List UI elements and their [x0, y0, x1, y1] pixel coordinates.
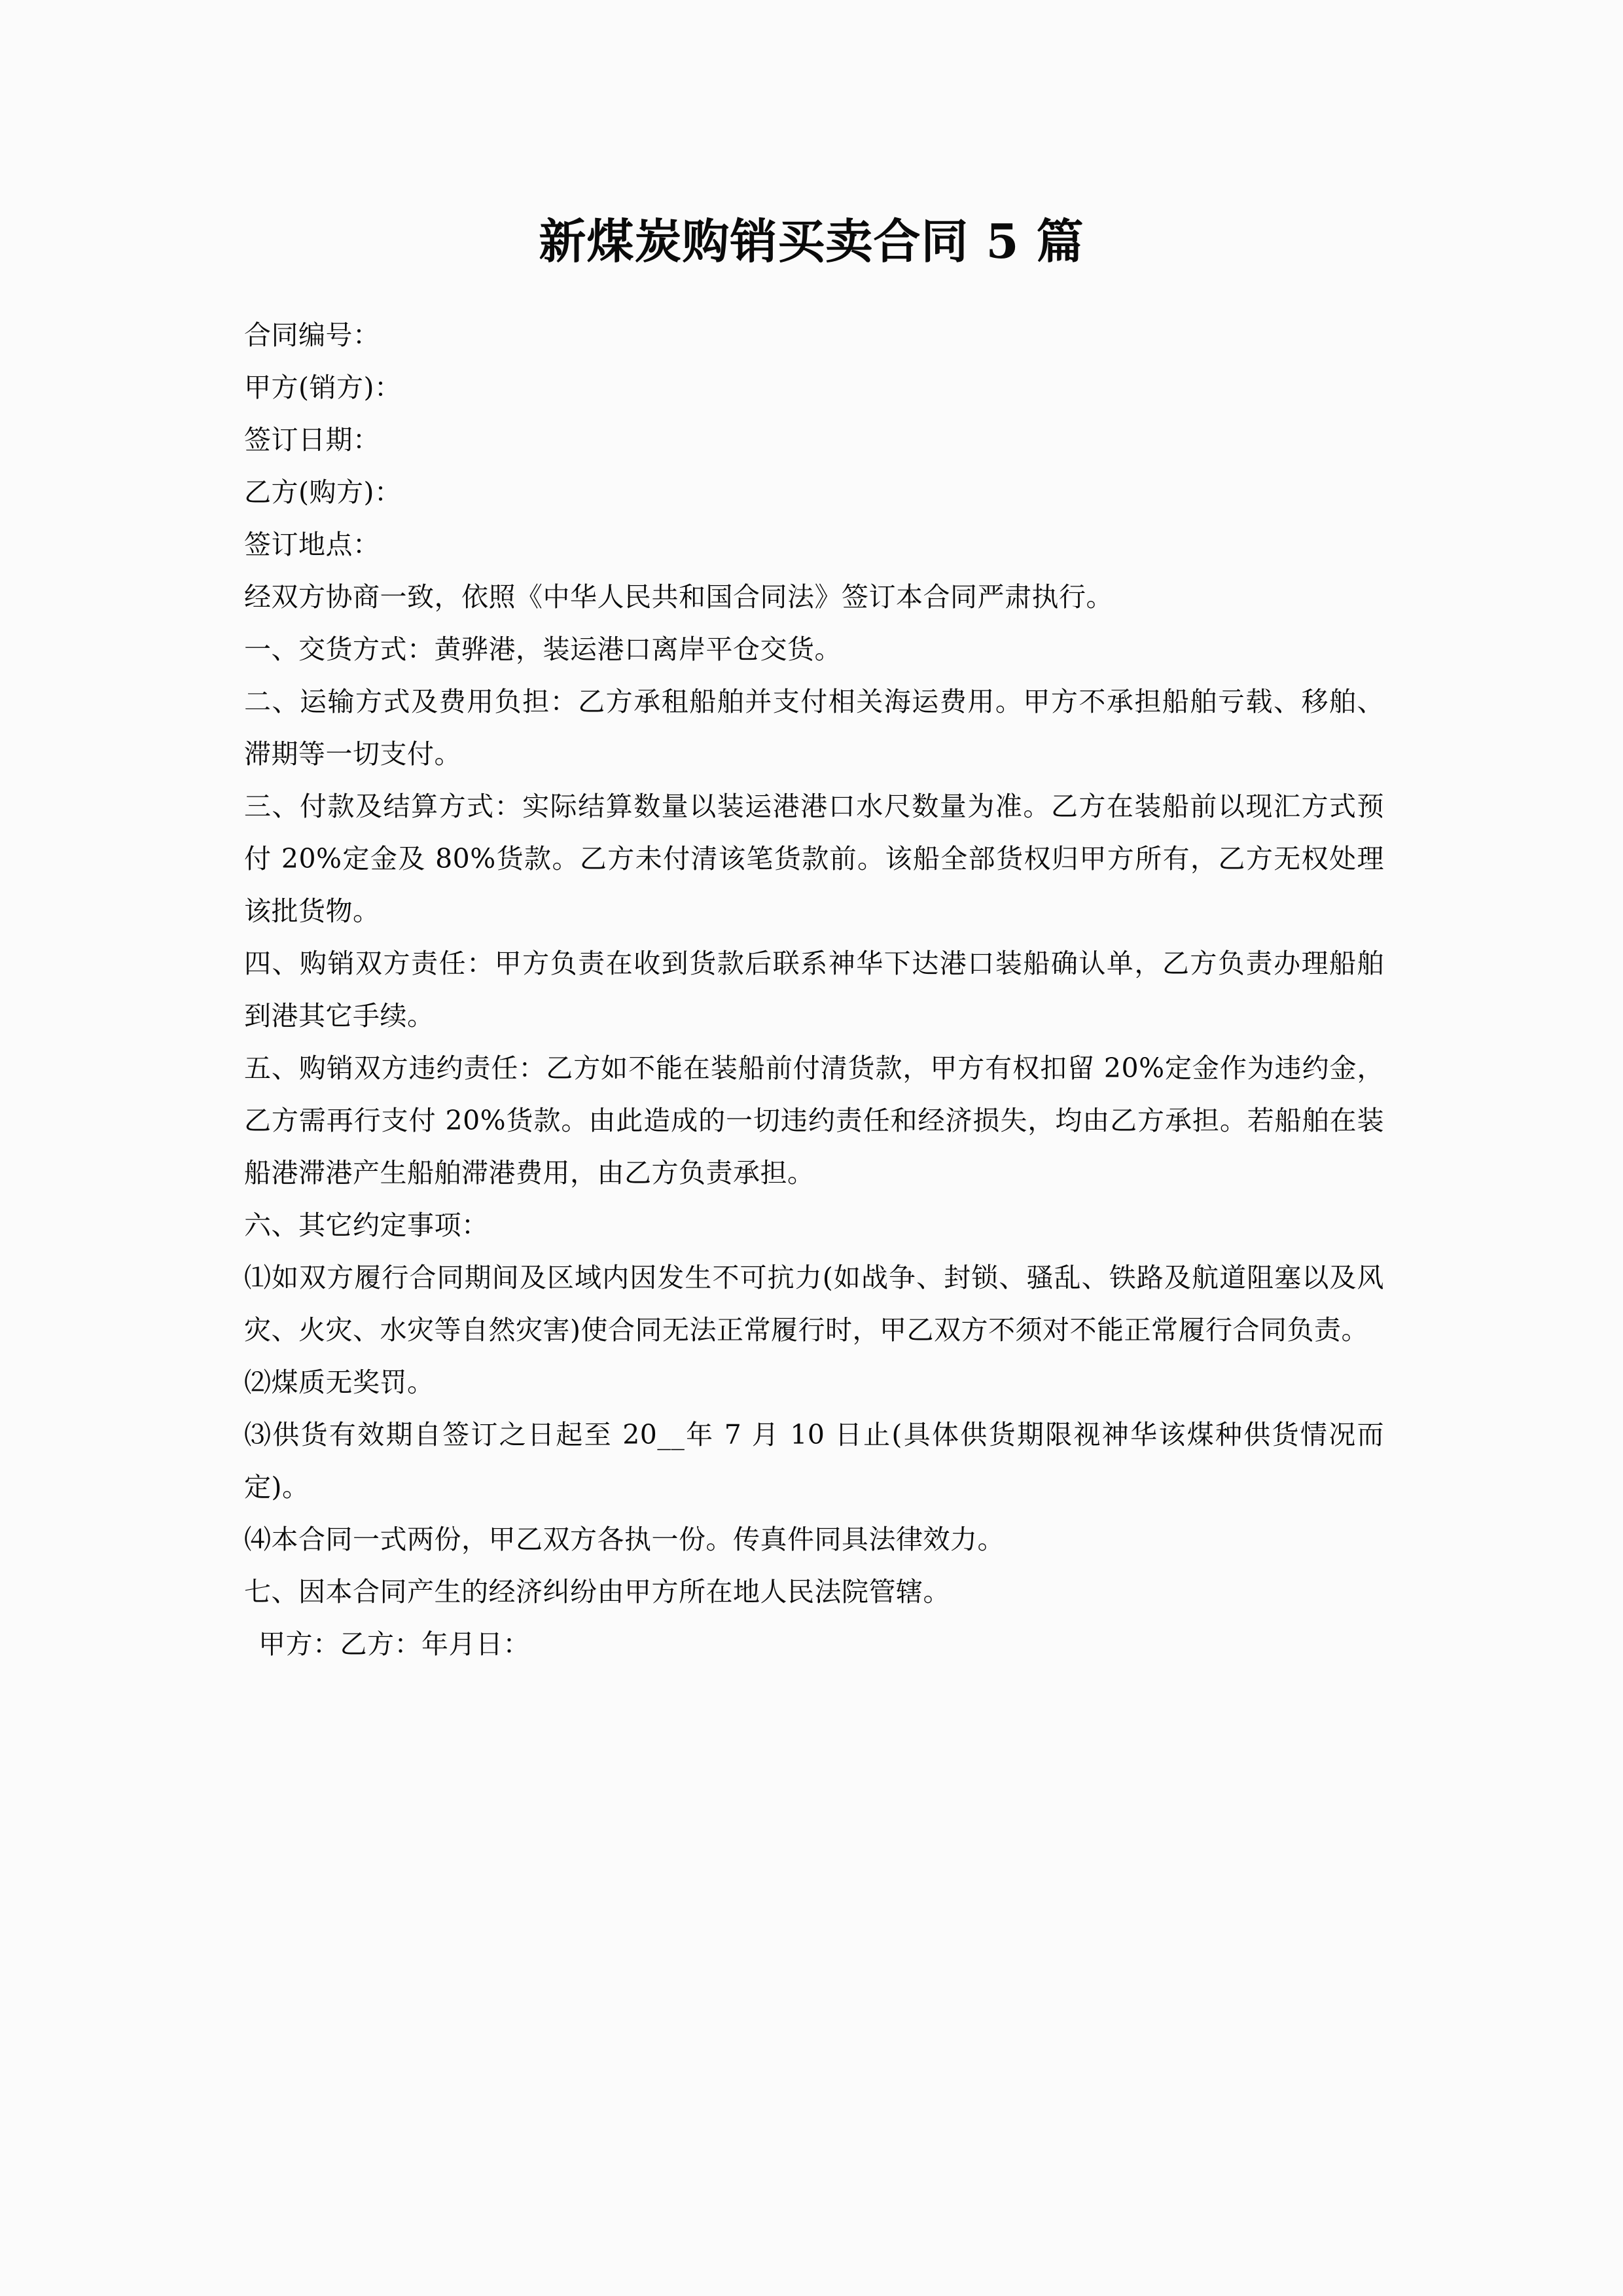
clause-3-payment-and-settlement: 三、付款及结算方式：实际结算数量以装运港港口水尺数量为准。乙方在装船前以现汇方式预付 20%定金及 80%货款。乙方未付清该笔货款前。该船全部货权归甲方所有，乙方无权处理该批货物。 — [244, 791, 1384, 927]
clause-1-delivery-method: 一、交货方式：黄骅港，装运港口离岸平仓交货。 — [244, 634, 842, 665]
signature-line: 甲方：乙方：年月日： — [259, 1628, 530, 1660]
clause-4-party-responsibilities: 四、购销双方责任：甲方负责在收到货款后联系神华下达港口装船确认单，乙方负责办理船舶到港其它手续。 — [244, 948, 1384, 1031]
clause-7-jurisdiction: 七、因本合同产生的经济纠纷由甲方所在地人民法院管辖。 — [244, 1576, 950, 1607]
sub-item-3-supply-validity-period: ⑶供货有效期自签订之日起至 20__年 7 月 10 日止(具体供货期限视神华该煤种供货情况而定)。 — [244, 1419, 1384, 1503]
page-title: 新煤炭购销买卖合同 5 篇 — [539, 213, 1084, 270]
field-contract-number: 合同编号： — [244, 319, 380, 351]
field-party-a-seller: 甲方(销方)： — [244, 372, 402, 403]
document-body — [244, 309, 1384, 1670]
sub-item-2-coal-quality: ⑵煤质无奖罚。 — [244, 1367, 435, 1398]
clause-2-transport-and-fees: 二、运输方式及费用负担：乙方承租船舶并支付相关海运费用。甲方不承担船舶亏载、移舶、滞期等一切支付。 — [244, 686, 1384, 770]
clause-5-breach-liability: 五、购销双方违约责任：乙方如不能在装船前付清货款，甲方有权扣留 20%定金作为违约金，乙方需再行支付 20%货款。由此造成的一切违约责任和经济损失，均由乙方承担。若船舶在装船港滞港产生船舶滞港费用，由乙方负责承担。 — [244, 1052, 1384, 1189]
field-party-b-buyer: 乙方(购方)： — [244, 476, 402, 508]
sub-item-1-force-majeure: ⑴如双方履行合同期间及区域内因发生不可抗力(如战争、封锁、骚乱、铁路及航道阻塞以及风灾、火灾、水灾等自然灾害)使合同无法正常履行时，甲乙双方不须对不能正常履行合同负责。 — [244, 1262, 1384, 1346]
field-signing-date: 签订日期： — [244, 424, 380, 456]
sub-item-4-copies-and-fax-validity: ⑷本合同一式两份，甲乙双方各执一份。传真件同具法律效力。 — [244, 1524, 1005, 1555]
clause-6-other-terms-heading: 六、其它约定事项： — [244, 1210, 489, 1241]
preamble-paragraph: 经双方协商一致，依照《中华人民共和国合同法》签订本合同严肃执行。 — [244, 581, 1113, 613]
field-signing-place: 签订地点： — [244, 529, 380, 560]
